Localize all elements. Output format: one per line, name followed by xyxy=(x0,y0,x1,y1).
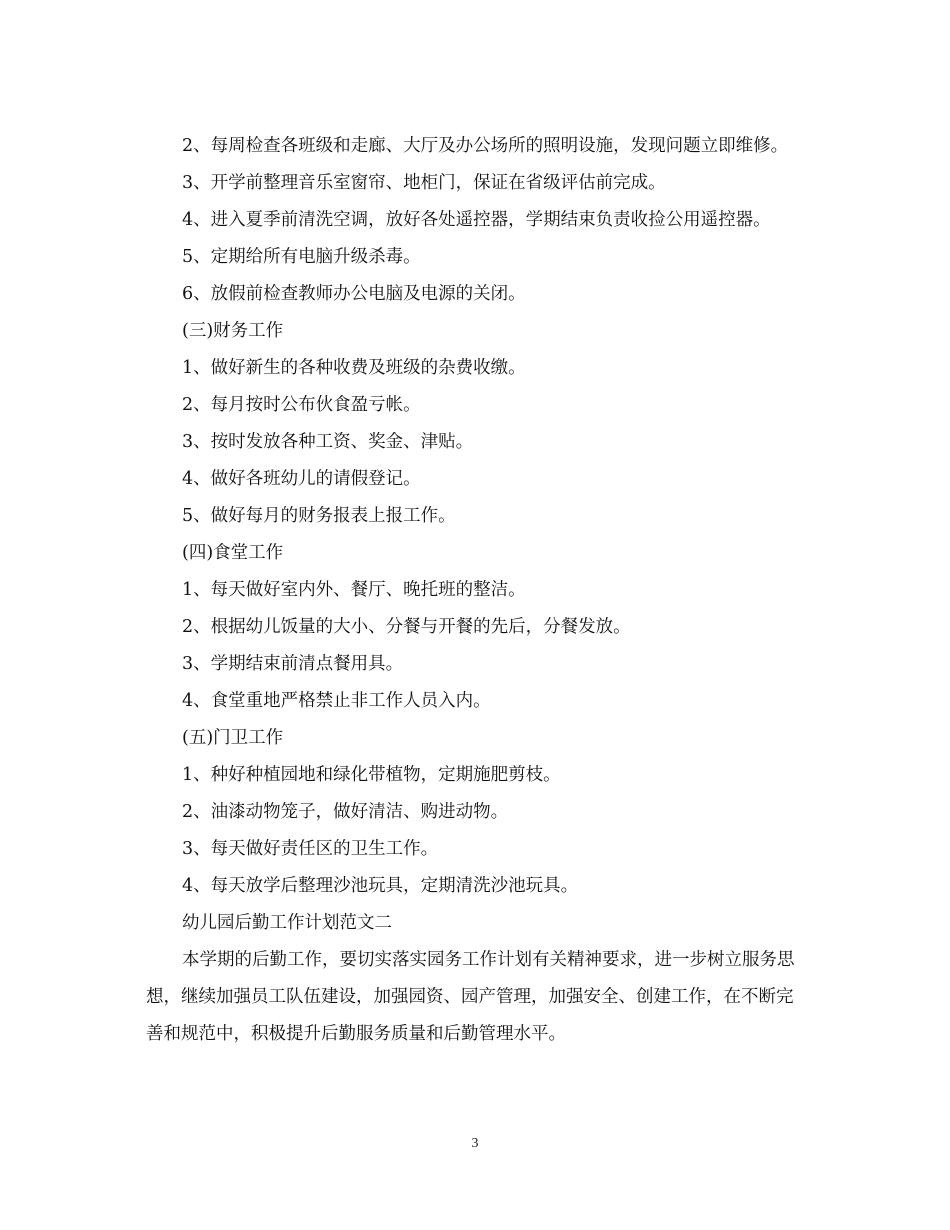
section-heading-canteen: (四)食堂工作 xyxy=(182,543,284,563)
paragraph-finance-3: 3、按时发放各种工资、奖金、津贴。 xyxy=(182,432,474,452)
paragraph-canteen-1: 1、每天做好室内外、餐厅、晚托班的整洁。 xyxy=(182,580,526,600)
document-body xyxy=(146,128,806,1053)
section-heading-guard: (五)门卫工作 xyxy=(182,728,284,748)
paragraph-guard-2: 2、油漆动物笼子，做好清洁、购进动物。 xyxy=(182,802,509,822)
paragraph-intro-sample-two: 本学期的后勤工作，要切实落实园务工作计划有关精神要求，进一步树立服务思想，继续加强员工队伍建设，加强园资、园产管理，加强安全、创建工作，在不断完善和规范中，积极提升后勤服务质量和后勤管理水平。 xyxy=(146,950,795,1044)
paragraph-maintenance-5: 5、定期给所有电脑升级杀毒。 xyxy=(182,247,421,267)
paragraph-finance-1: 1、做好新生的各种收费及班级的杂费收缴。 xyxy=(182,358,526,378)
section-title-sample-two: 幼儿园后勤工作计划范文二 xyxy=(182,913,392,933)
section-heading-finance: (三)财务工作 xyxy=(182,321,284,341)
paragraph-guard-1: 1、种好种植园地和绿化带植物，定期施肥剪枝。 xyxy=(182,765,561,785)
paragraph-maintenance-2: 2、每周检查各班级和走廊、大厅及办公场所的照明设施，发现问题立即维修。 xyxy=(182,136,789,156)
paragraph-finance-5: 5、做好每月的财务报表上报工作。 xyxy=(182,506,456,526)
paragraph-guard-3: 3、每天做好责任区的卫生工作。 xyxy=(182,839,439,859)
paragraph-maintenance-3: 3、开学前整理音乐室窗帘、地柜门，保证在省级评估前完成。 xyxy=(182,173,666,193)
paragraph-canteen-3: 3、学期结束前清点餐用具。 xyxy=(182,654,404,674)
paragraph-guard-4: 4、每天放学后整理沙池玩具，定期清洗沙池玩具。 xyxy=(182,876,579,896)
paragraph-canteen-2: 2、根据幼儿饭量的大小、分餐与开餐的先后，分餐发放。 xyxy=(182,617,631,637)
paragraph-maintenance-6: 6、放假前检查教师办公电脑及电源的关闭。 xyxy=(182,284,526,304)
paragraph-finance-2: 2、每月按时公布伙食盈亏帐。 xyxy=(182,395,421,415)
page-number: 3 xyxy=(471,1136,479,1151)
paragraph-canteen-4: 4、食堂重地严格禁止非工作人员入内。 xyxy=(182,691,491,711)
paragraph-finance-4: 4、做好各班幼儿的请假登记。 xyxy=(182,469,421,489)
paragraph-maintenance-4: 4、进入夏季前清洗空调，放好各处遥控器，学期结束负责收捡公用遥控器。 xyxy=(182,210,771,230)
